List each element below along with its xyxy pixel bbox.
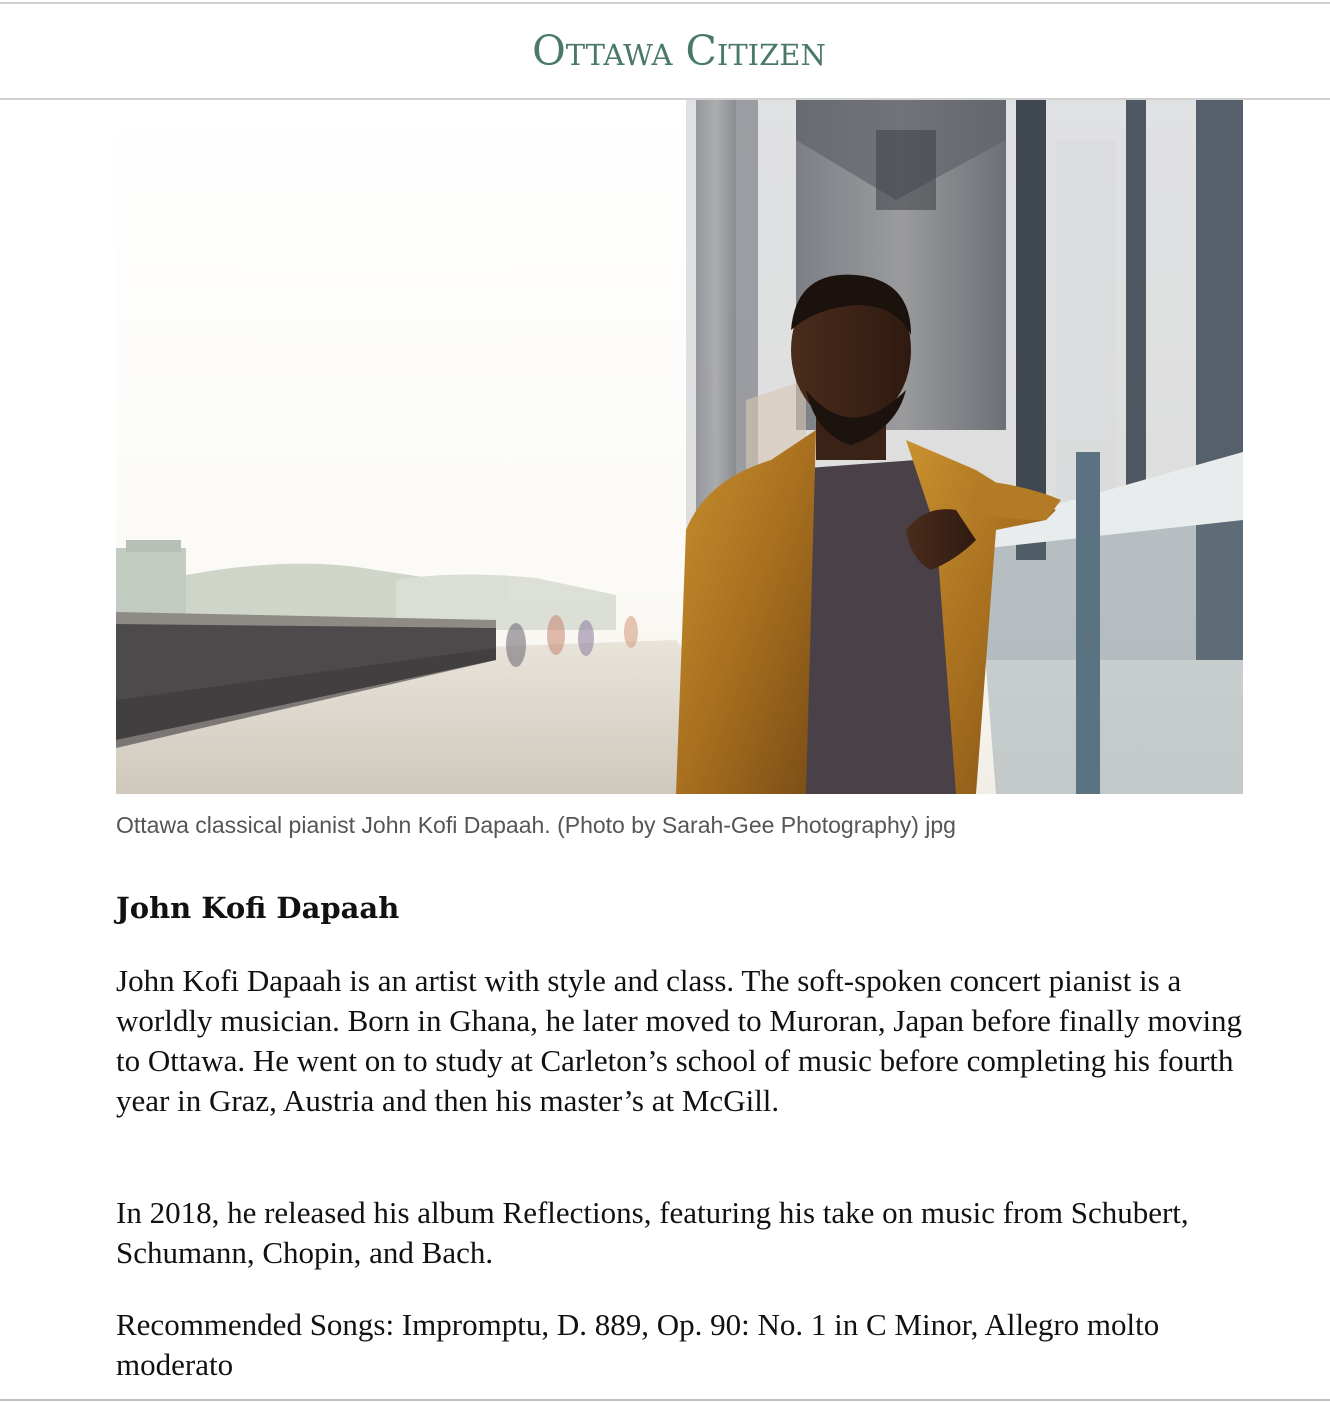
site-logo[interactable]: Ottawa Citizen [532, 27, 826, 75]
article-paragraph: John Kofi Dapaah is an artist with style and class. The soft-spoken concert pianist is a worldly musician. Born in Ghana, he later moved to Muroran, Japan before finally moving to Ottawa. He went on to study at Carleton’s school of music before completing his fourth year in Graz, Austria and then his master’s at McGill. [116, 963, 1243, 1118]
article-paragraph: Recommended Songs: Impromptu, D. 889, Op. 90: No. 1 in C Minor, Allegro molto moderato [116, 1307, 1160, 1382]
hero-photo [116, 100, 1243, 794]
masthead [0, 4, 1330, 98]
photo-caption: Ottawa classical pianist John Kofi Dapaah. (Photo by Sarah-Gee Photography) jpg [116, 812, 956, 838]
pianist-photo-illustration [116, 100, 1243, 794]
bottom-divider [0, 1399, 1330, 1401]
article-paragraph: In 2018, he released his album Reflections, featuring his take on music from Schubert, Schumann, Chopin, and Bach. [116, 1195, 1189, 1270]
section-heading: John Kofi Dapaah [116, 891, 400, 925]
